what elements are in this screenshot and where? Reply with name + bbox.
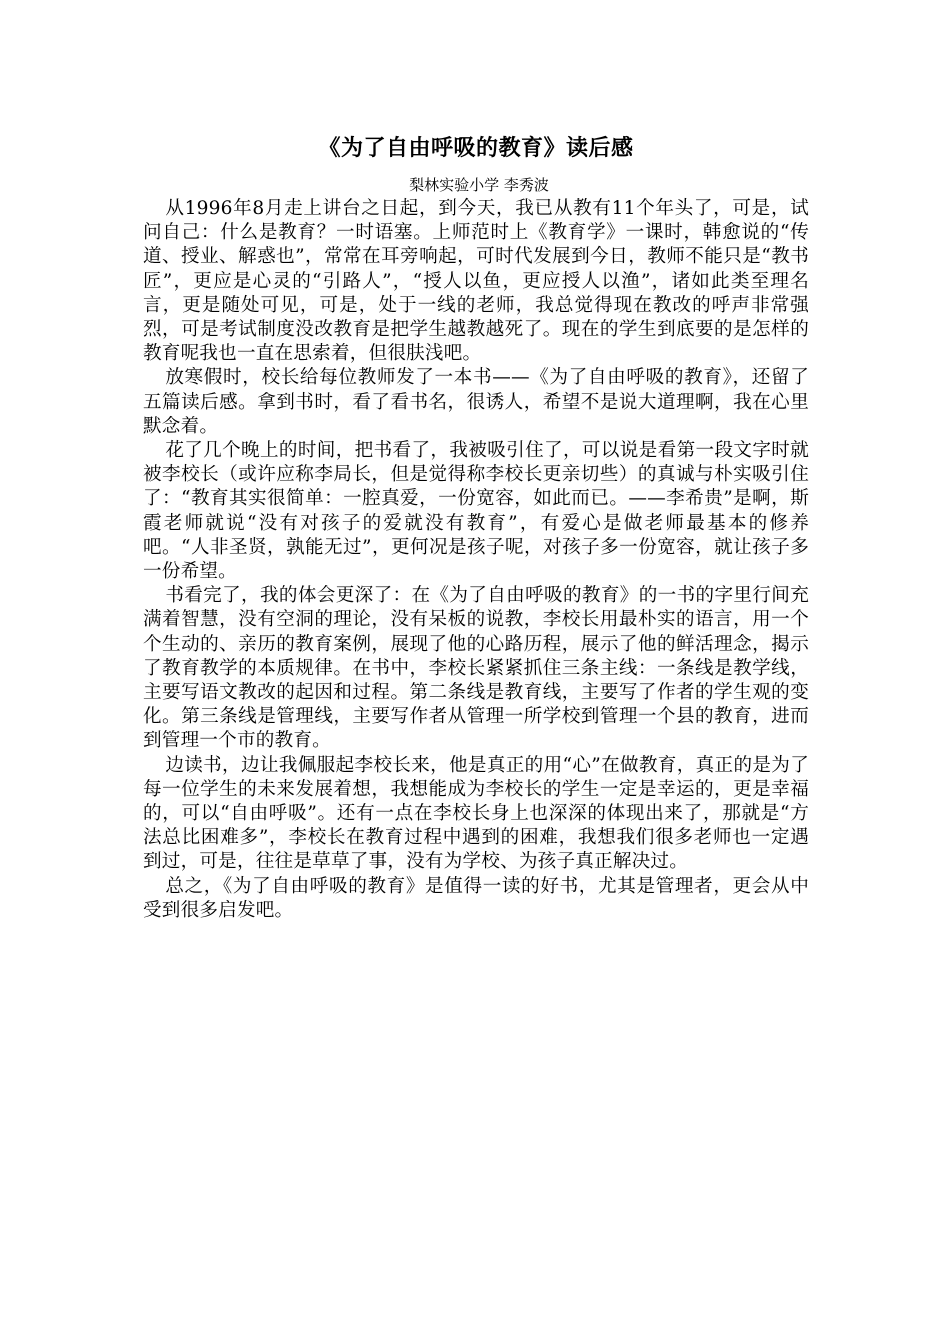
paragraph-4: 书看完了，我的体会更深了：在《为了自由呼吸的教育》的一书的字里行间充满着智慧，没有空洞的理论，没有呆板的说教，李校长用最朴实的语言，用一个个生动的、亲历的教育案例，展现了他的心路历程，展示了他的鲜活理念，揭示了教育教学的本质规律。在书中，李校长紧紧抓住三条主线：一条线是教学线，主要写语文教改的起因和过程。第二条线是教育线，主要写了作者的学生观的变化。第三条线是管理线，主要写作者从管理一所学校到管理一个县的教育，进而到管理一个市的教育。 xyxy=(143,585,809,752)
paragraph-1: 从1996年8月走上讲台之日起，到今天，我已从教有11个年头了，可是，试问自己：什么是教育？一时语塞。上师范时上《教育学》一课时，韩愈说的“传道、授业、解惑也”，常常在耳旁响起，可时代发展到今日，教师不能只是“教书匠”，更应是心灵的“引路人”，“授人以鱼，更应授人以渔”，诸如此类至理名言，更是随处可见，可是，处于一线的老师，我总觉得现在教改的呼声非常强烈，可是考试制度没改教育是把学生越教越死了。现在的学生到底要的是怎样的教育呢我也一直在思索着，但很肤浅吧。 xyxy=(143,198,809,365)
paragraph-2: 放寒假时，校长给每位教师发了一本书——《为了自由呼吸的教育》，还留了五篇读后感。拿到书时，看了看书名，很诱人，希望不是说大道理啊，我在心里默念着。 xyxy=(143,367,809,437)
document-byline: 梨林实验小学 李秀波 xyxy=(409,176,549,194)
paragraph-3: 花了几个晚上的时间，把书看了，我被吸引住了，可以说是看第一段文字时就被李校长（或许应称李局长，但是觉得称李校长更亲切些）的真诚与朴实吸引住了：“教育其实很简单：一腔真爱，一份宽容，如此而已。——李希贵”是啊，斯霞老师就说“没有对孩子的爱就没有教育”，有爱心是做老师最基本的修养吧。“人非圣贤，孰能无过”，更何况是孩子呢，对孩子多一份宽容，就让孩子多一份希望。 xyxy=(143,440,809,583)
paragraph-6: 总之，《为了自由呼吸的教育》是值得一读的好书，尤其是管理者，更会从中受到很多启发吧。 xyxy=(143,875,809,921)
paragraph-5: 边读书，边让我佩服起李校长来，他是真正的用“心”在做教育，真正的是为了每一位学生的未来发展着想，我想能成为李校长的学生一定是幸运的，更是幸福的，可以“自由呼吸”。还有一点在李校长身上也深深的体现出来了，那就是“方法总比困难多”，李校长在教育过程中遇到的困难，我想我们很多老师也一定遇到过，可是，往往是草草了事，没有为学校、为孩子真正解决过。 xyxy=(143,754,809,873)
document-page xyxy=(143,128,809,923)
document-title: 《为了自由呼吸的教育》读后感 xyxy=(318,136,634,161)
